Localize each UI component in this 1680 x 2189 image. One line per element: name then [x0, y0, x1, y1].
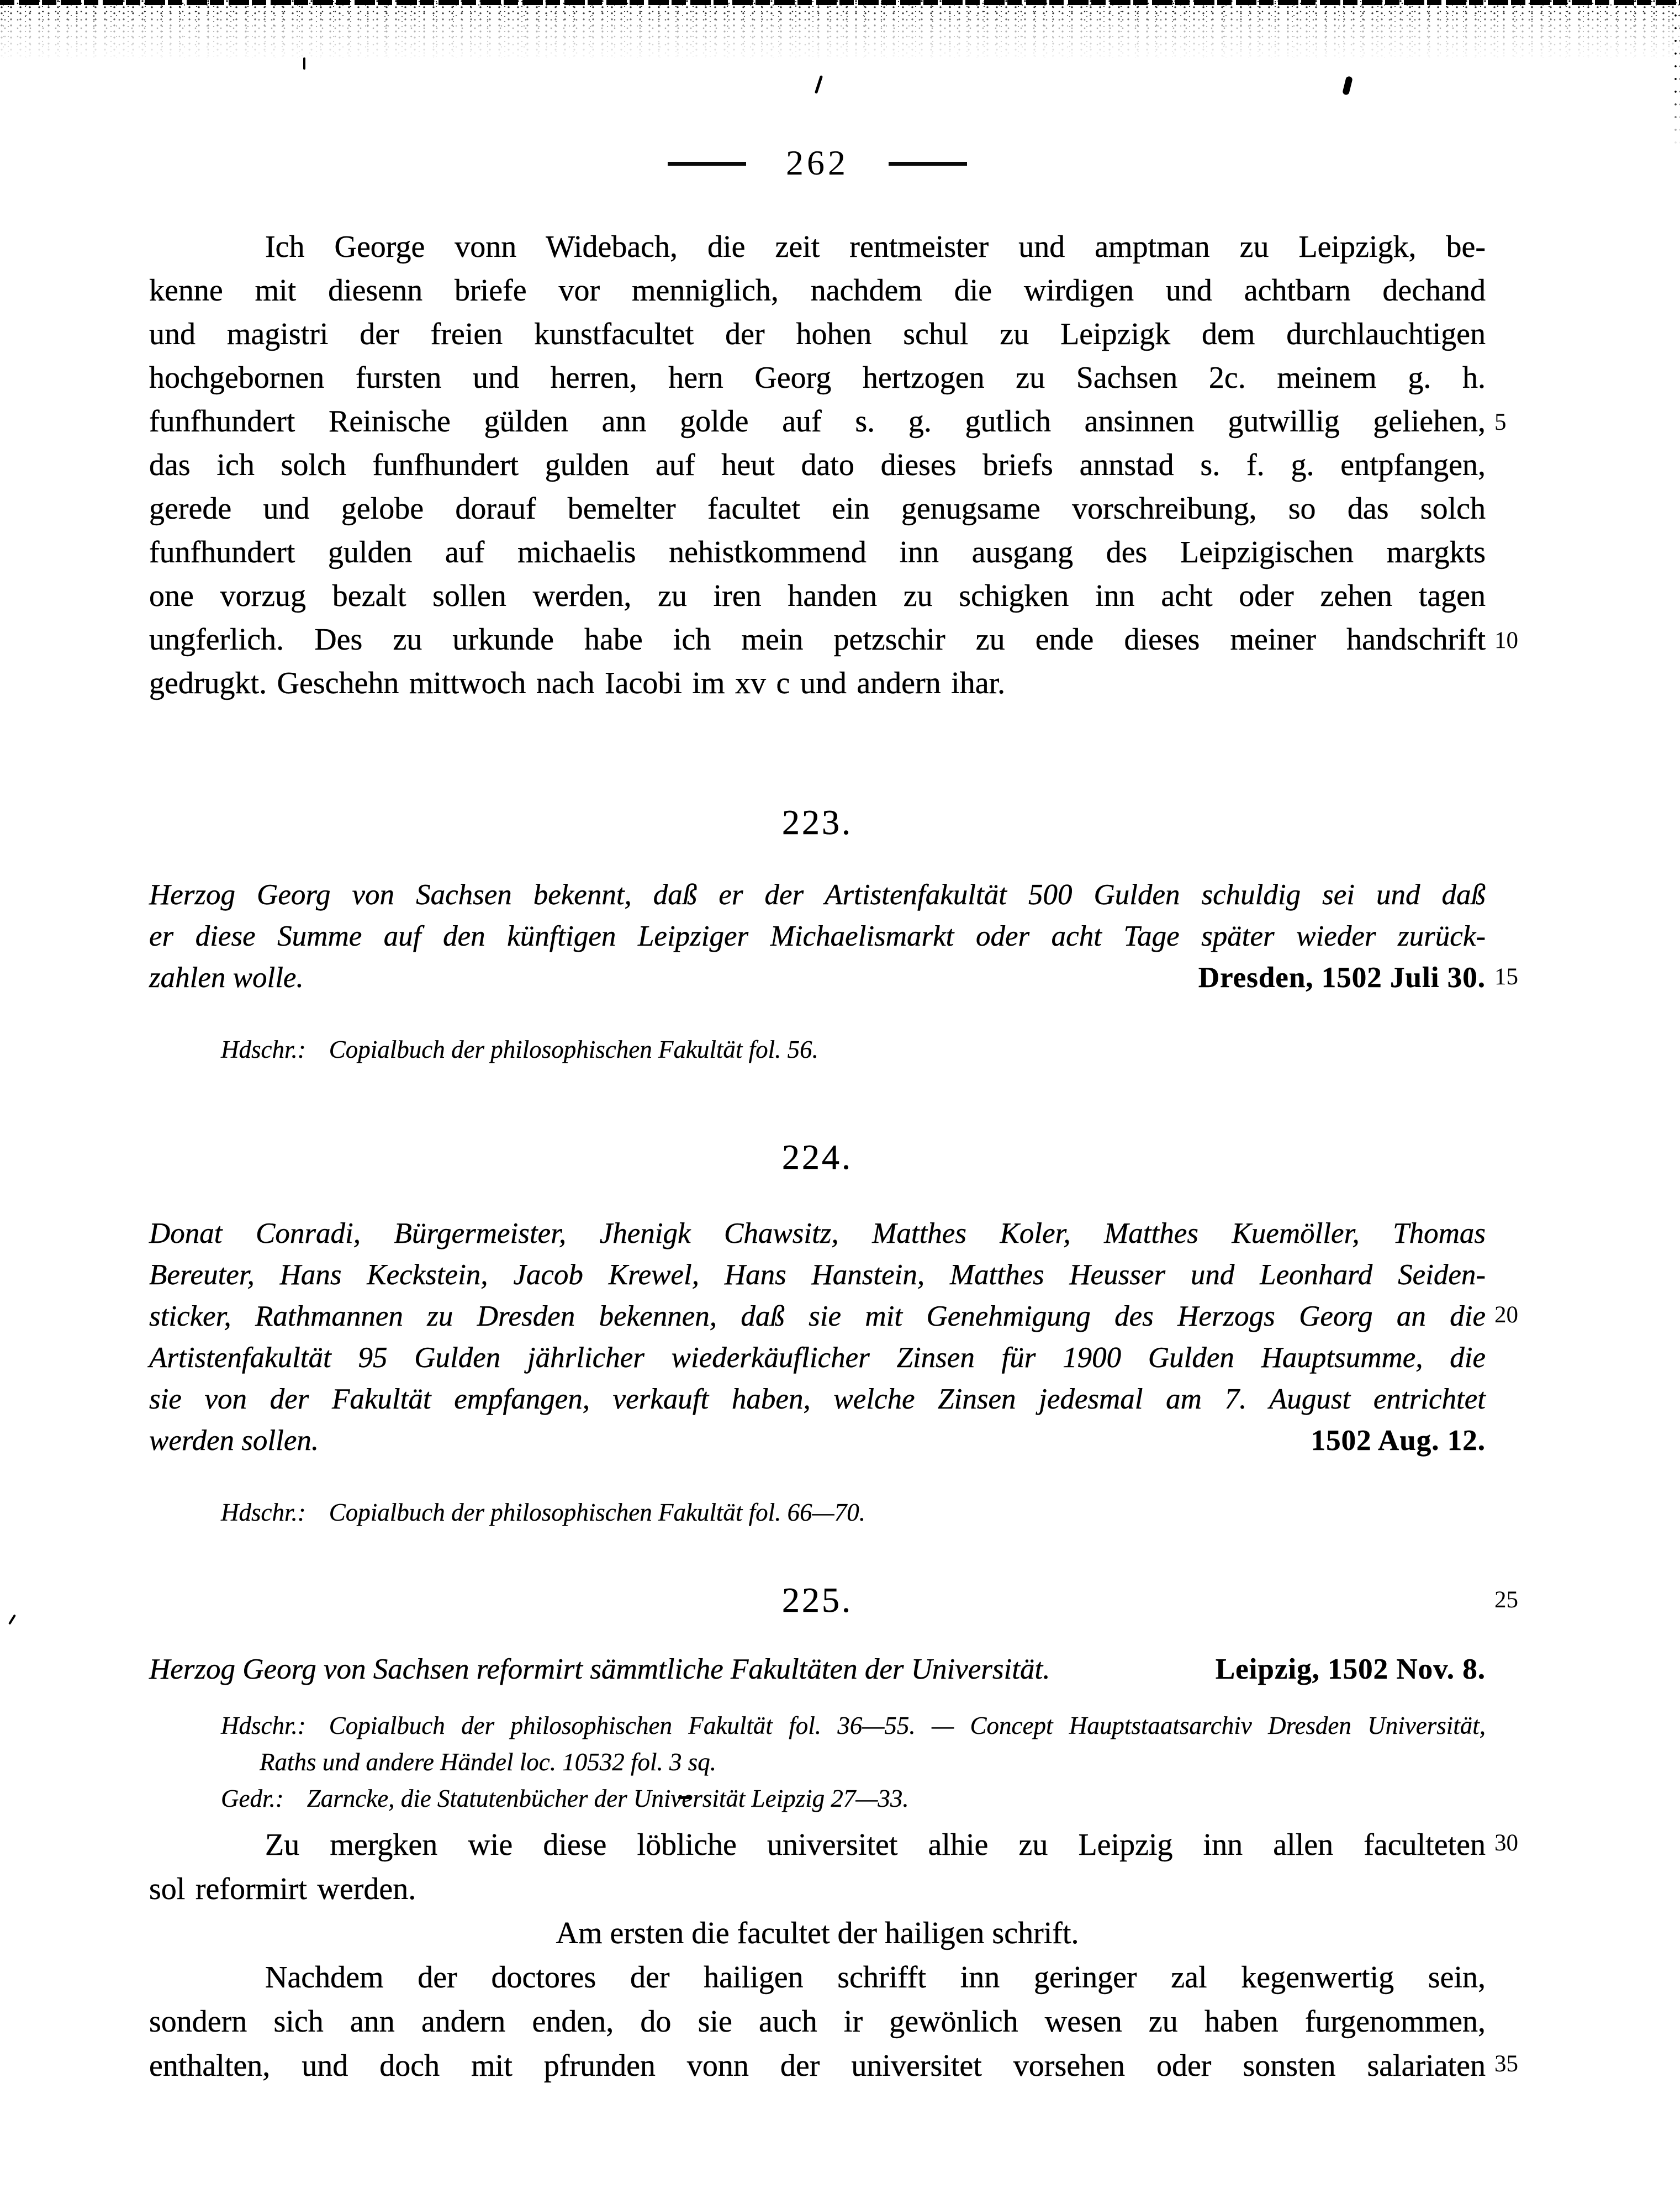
source-label: Hdschr.:: [221, 1499, 306, 1526]
source-text: Copialbuch der philosophischen Fakultät fol. 66—70.: [329, 1499, 865, 1526]
doc-225-date: Leipzig, 1502 Nov. 8.: [1215, 1653, 1486, 1685]
margin-line-number: 30: [1494, 1830, 1518, 1856]
regest-line: sie von der Fakultät empfangen, verkauft haben, welche Zinsen jedesmal am 7. August entrichtet: [149, 1383, 1486, 1415]
doc-225-source-hdschr: [221, 1708, 1486, 1743]
scan-mark: [303, 57, 305, 70]
page-header: [149, 143, 1486, 183]
regest-line: werden sollen.: [149, 1425, 319, 1457]
source-label: Hdschr.:: [221, 1712, 306, 1739]
scan-mark: [815, 75, 823, 94]
regest-line: Donat Conradi, Bürgermeister, Jhenigk Chawsitz, Matthes Koler, Matthes Kuemöller, Thomas: [149, 1217, 1486, 1249]
source-label: Gedr.:: [221, 1785, 284, 1812]
page-number-rule-right: [889, 162, 967, 166]
regest-line: Artistenfakultät 95 Gulden jährlicher wiederkäuflicher Zinsen für 1900 Gulden Hauptsumme, die: [149, 1342, 1486, 1374]
doc-225-regest: [149, 1649, 1486, 1690]
doc-223-date: Dresden, 1502 Juli 30.: [1198, 962, 1486, 994]
doc-223-regest: [149, 874, 1486, 999]
doc-224-heading: 224.: [782, 1137, 853, 1177]
paragraph-line: das ich solch funfhundert gulden auf heut dato dieses briefs annstad s. f. g. entpfangen,: [149, 448, 1486, 482]
regest-line: Herzog Georg von Sachsen bekennt, daß er der Artistenfakultät 500 Gulden schuldig sei und daß: [149, 879, 1486, 911]
doc-225-source-hdschr-runover: [221, 1744, 1524, 1780]
margin-line-number: 25: [1494, 1587, 1518, 1613]
paragraph-line: gedrugkt. Geschehn mittwoch nach Iacobi im xv c und andern ihar.: [149, 666, 1006, 700]
doc-224-date: 1502 Aug. 12.: [1311, 1425, 1486, 1457]
regest-date-line: [149, 1420, 1486, 1462]
source-label: Hdschr.:: [221, 1036, 306, 1063]
regest-line: sticker, Rathmannen zu Dresden bekennen, daß sie mit Genehmigung des Herzogs Georg an die: [149, 1300, 1486, 1332]
paragraph-line: Ich George vonn Widebach, die zeit rentmeister und amptman zu Leipzigk, be-: [265, 230, 1486, 264]
source-text: Copialbuch der philosophischen Fakultät fol. 56.: [329, 1036, 818, 1063]
paragraph-line: ungferlich. Des zu urkunde habe ich mein petzschir zu ende dieses meiner handschrift: [149, 623, 1486, 657]
body-line: Nachdem der doctores der hailigen schrifft inn geringer zal kegenwertig sein,: [265, 1960, 1486, 1995]
margin-line-number: 10: [1494, 627, 1518, 653]
body-line: sondern sich ann andern enden, do sie auch ir gewönlich wesen zu haben furgenommen,: [149, 2005, 1486, 2039]
margin-line-number: 15: [1494, 964, 1518, 990]
scan-mark: [8, 1614, 16, 1624]
doc-225-source-gedr: [221, 1781, 1486, 1816]
body-line: enthalten, und doch mit pfrunden vonn der universitet vorsehen oder sonsten salariaten: [149, 2049, 1486, 2083]
paragraph-line: funfhundert gulden auf michaelis nehistkommend inn ausgang des Leipzigischen margkts: [149, 535, 1486, 569]
source-text: Raths und andere Händel loc. 10532 fol. 3 sq.: [260, 1748, 717, 1776]
source-text: Zarncke, die Statutenbücher der Universität Leipzig 27—33.: [307, 1785, 909, 1812]
doc-223-heading: 223.: [782, 803, 853, 842]
page-number-rule-left: [668, 162, 746, 166]
paragraph-line: und magistri der freien kunstfacultet der hohen schul zu Leipzigk dem durchlauchtigen: [149, 317, 1486, 351]
scan-noise-band: [0, 0, 1680, 61]
body-line: Zu mergken wie diese löbliche universitet alhie zu Leipzig inn allen faculteten: [265, 1828, 1486, 1862]
regest-line: Herzog Georg von Sachsen reformirt sämmtliche Fakultäten der Universität.: [149, 1653, 1050, 1685]
margin-line-number: 5: [1494, 409, 1507, 435]
margin-line-number: 20: [1494, 1302, 1518, 1328]
scan-noise-top-edge: [0, 0, 1680, 5]
doc-224-source: [221, 1495, 1486, 1530]
doc-224-regest: [149, 1213, 1486, 1462]
regest-date-line: [149, 957, 1486, 999]
paragraph-line: funfhundert Reinische gülden ann golde auf s. g. gutlich ansinnen gutwillig geliehen,: [149, 404, 1486, 439]
paragraph-line: one vorzug bezalt sollen werden, zu iren handen zu schigken inn acht oder zehen tagen: [149, 579, 1486, 613]
doc-223-source: [221, 1032, 1486, 1067]
doc-225-heading: 225.: [782, 1580, 853, 1620]
paragraph-line: hochgebornen fursten und herren, hern Georg hertzogen zu Sachsen 2c. meinem g. h.: [149, 361, 1486, 395]
section-subheading: Am ersten die facultet der hailigen schrift.: [556, 1916, 1079, 1950]
margin-line-number: 35: [1494, 2051, 1518, 2077]
source-text: Copialbuch der philosophischen Fakultät fol. 36—55. — Concept Hauptstaatsarchiv Dresden Universität,: [329, 1712, 1486, 1739]
body-line: sol reformirt werden.: [149, 1872, 416, 1906]
paragraph-line: gerede und gelobe dorauf bemelter facultet ein genugsame vorschreibung, so das solch: [149, 492, 1486, 526]
paragraph-line: kenne mit diesenn briefe vor menniglich, nachdem die wirdigen und achtbarn dechand: [149, 273, 1486, 308]
page-number: 262: [786, 143, 849, 182]
scan-noise-right-edge: [1673, 0, 1680, 149]
regest-line: er diese Summe auf den künftigen Leipziger Michaelismarkt oder acht Tage später wieder zurück-: [149, 920, 1486, 952]
regest-line: zahlen wolle.: [149, 962, 304, 994]
regest-line: Bereuter, Hans Keckstein, Jacob Krewel, Hans Hanstein, Matthes Heusser und Leonhard Seiden-: [149, 1259, 1486, 1291]
doc-225-body: [149, 1823, 1486, 2088]
scan-mark: [1342, 76, 1353, 96]
document-222-text: [149, 225, 1486, 705]
